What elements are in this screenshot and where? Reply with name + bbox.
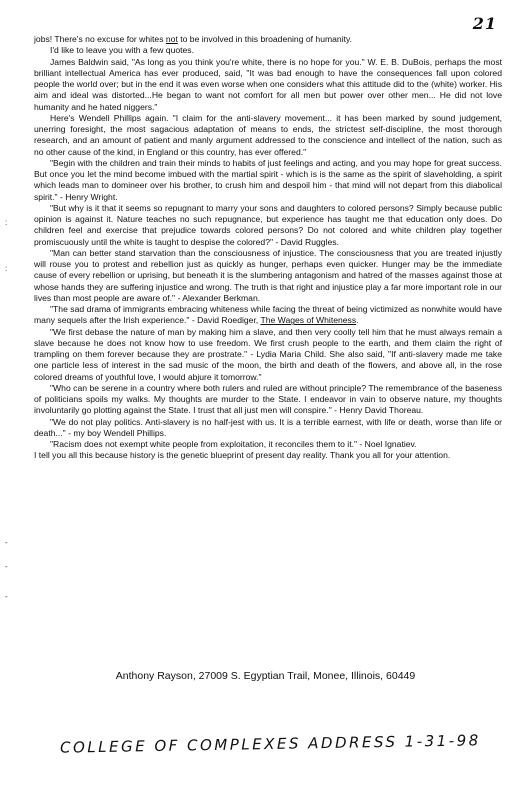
paragraph-text: . <box>356 315 359 326</box>
document-body <box>34 34 502 462</box>
paragraph <box>34 248 502 304</box>
paragraph <box>34 304 502 327</box>
paragraph-text: Here's Wendell Phillips again. "I claim for the anti-slavery movement... it has been marked by sound judgement, unerring foresight, the most sagacious adaptation of means to ends, the strictest self-discipline, the most thorough research, and an amount of patient and manly argument addressed to the conscience and intellect of the nation, such as no other cause of the kind, in England or this country, has ever offered." <box>34 112 502 157</box>
margin-mark: - <box>5 562 8 571</box>
paragraph <box>34 383 502 417</box>
paragraph-text: I'd like to leave you with a few quotes. <box>50 45 194 56</box>
paragraph-text: "Begin with the children and train their minds to habits of just feelings and acting, and you may hope for great success. But once you let the mind become imbued with the martial spirit - which is is the same as the spirit of slaveholding, a spirit which leads man to domineer over his brother, to crush him and despoil him - that mind will not depart from this diabolical spirit." - Henry Wright. <box>34 157 502 202</box>
margin-mark: : <box>5 218 8 227</box>
paragraph-text: James Baldwin said, "As long as you think you're white, there is no hope for you." W. E. B. DuBois, perhaps the most brilliant intellectual America has ever produced, said, "It was bad enough to have the consequences fall upon colored people the world over; but in the end it was even worse when one considers what this attitude did to the (white) worker. His aim and ideal was distorted...He began to want not comfort for all men but power over other men... He did not love humanity and he hated niggers." <box>34 56 502 112</box>
paragraph <box>34 203 502 248</box>
paragraph-text: I tell you all this because history is the genetic blueprint of present day reality. Thank you all for your attention. <box>34 450 451 461</box>
paragraph <box>34 45 502 56</box>
paragraph-text: to be involved in this broadening of humanity. <box>177 34 353 44</box>
paragraph <box>34 34 502 45</box>
paragraph-text: "The sad drama of immigrants embracing whiteness while facing the threat of being victimized as nonwhite would have many sequels after the Irish experience." - David Roediger, <box>34 304 502 326</box>
margin-mark: - <box>5 538 8 547</box>
paragraph <box>34 450 502 461</box>
underlined-text: The Wages of Whiteness <box>260 315 357 326</box>
page-number: 21 <box>472 14 497 33</box>
paragraph-text: jobs! There's no excuse for whites <box>34 34 166 44</box>
paragraph-text: "Racism does not exempt white people from exploitation, it reconciles them to it." - Noel Ignatiev. <box>50 439 417 449</box>
underlined-text: not <box>165 34 178 44</box>
paragraph-text: "But why is it that it seems so repugnant to marry your sons and daughters to colored persons? Simply because public opinion is against it. Nature teaches no such repugnance, but experience has taught me that education only does. Do children feel and exercise that prejudice towards colored persons? Do not colored and white children play together promiscuously until the white is taught to despise the colored?" - David Ruggles. <box>34 202 502 247</box>
paragraph-text: "We first debase the nature of man by making him a slave, and then very coolly tell him that he must always remain a slave because he does not know how to use freedom. We first crush people to the earth, and them claim the right of trampling on them forever because they are prostrate." - Lydia Maria Child. She also said, "If anti-slavery made me take one particle less of interest in the sad music of the moon, the birth and death of the flowers, and above all, in the rose colored dreams of youthful love, I would abjure it tomorrow." <box>34 326 502 382</box>
paragraph <box>34 57 502 113</box>
paragraph-text: "Man can better stand starvation than the consciousness of injustice. The consciousness that you are treated injustly will rouse you to protest and rebellion just as quickly as hunger, perhaps even quicker. Hunger may be the immediate cause of every rebellion or uprising, but beneath it is the slumbering antagonism and hatred of the masses against those at whose hands they are suffering injustice and wrong. The truth is that right and injustice play a far more important role in our lives than most people are aware of." - Alexander Berkman. <box>34 247 502 303</box>
paragraph <box>34 327 502 383</box>
paragraph <box>34 439 502 450</box>
paragraph <box>34 113 502 158</box>
margin-mark: - <box>5 592 8 601</box>
signature-line: Anthony Rayson, 27009 S. Egyptian Trail, Monee, Illinois, 60449 <box>115 670 416 682</box>
paragraph <box>34 417 502 440</box>
paragraph-text: "We do not play politics. Anti-slavery is no half-jest with us. It is a terrible earnest, with life or death, worse than life or death..." - my boy Wendell Phillips. <box>34 416 502 438</box>
margin-mark: : <box>5 264 8 273</box>
paragraph-text: "Who can be serene in a country where both rulers and ruled are without principle? The remembrance of the baseness of politicians spoils my walks. My thoughts are murder to the State. I endeavor in vain to observe nature, my thoughts involuntarily go plotting against the State. I trust that all just men will conspire." - Henry David Thoreau. <box>34 382 502 416</box>
handwritten-note: COLLEGE OF COMPLEXES ADDRESS 1-31-98 <box>59 731 481 757</box>
paragraph <box>34 158 502 203</box>
